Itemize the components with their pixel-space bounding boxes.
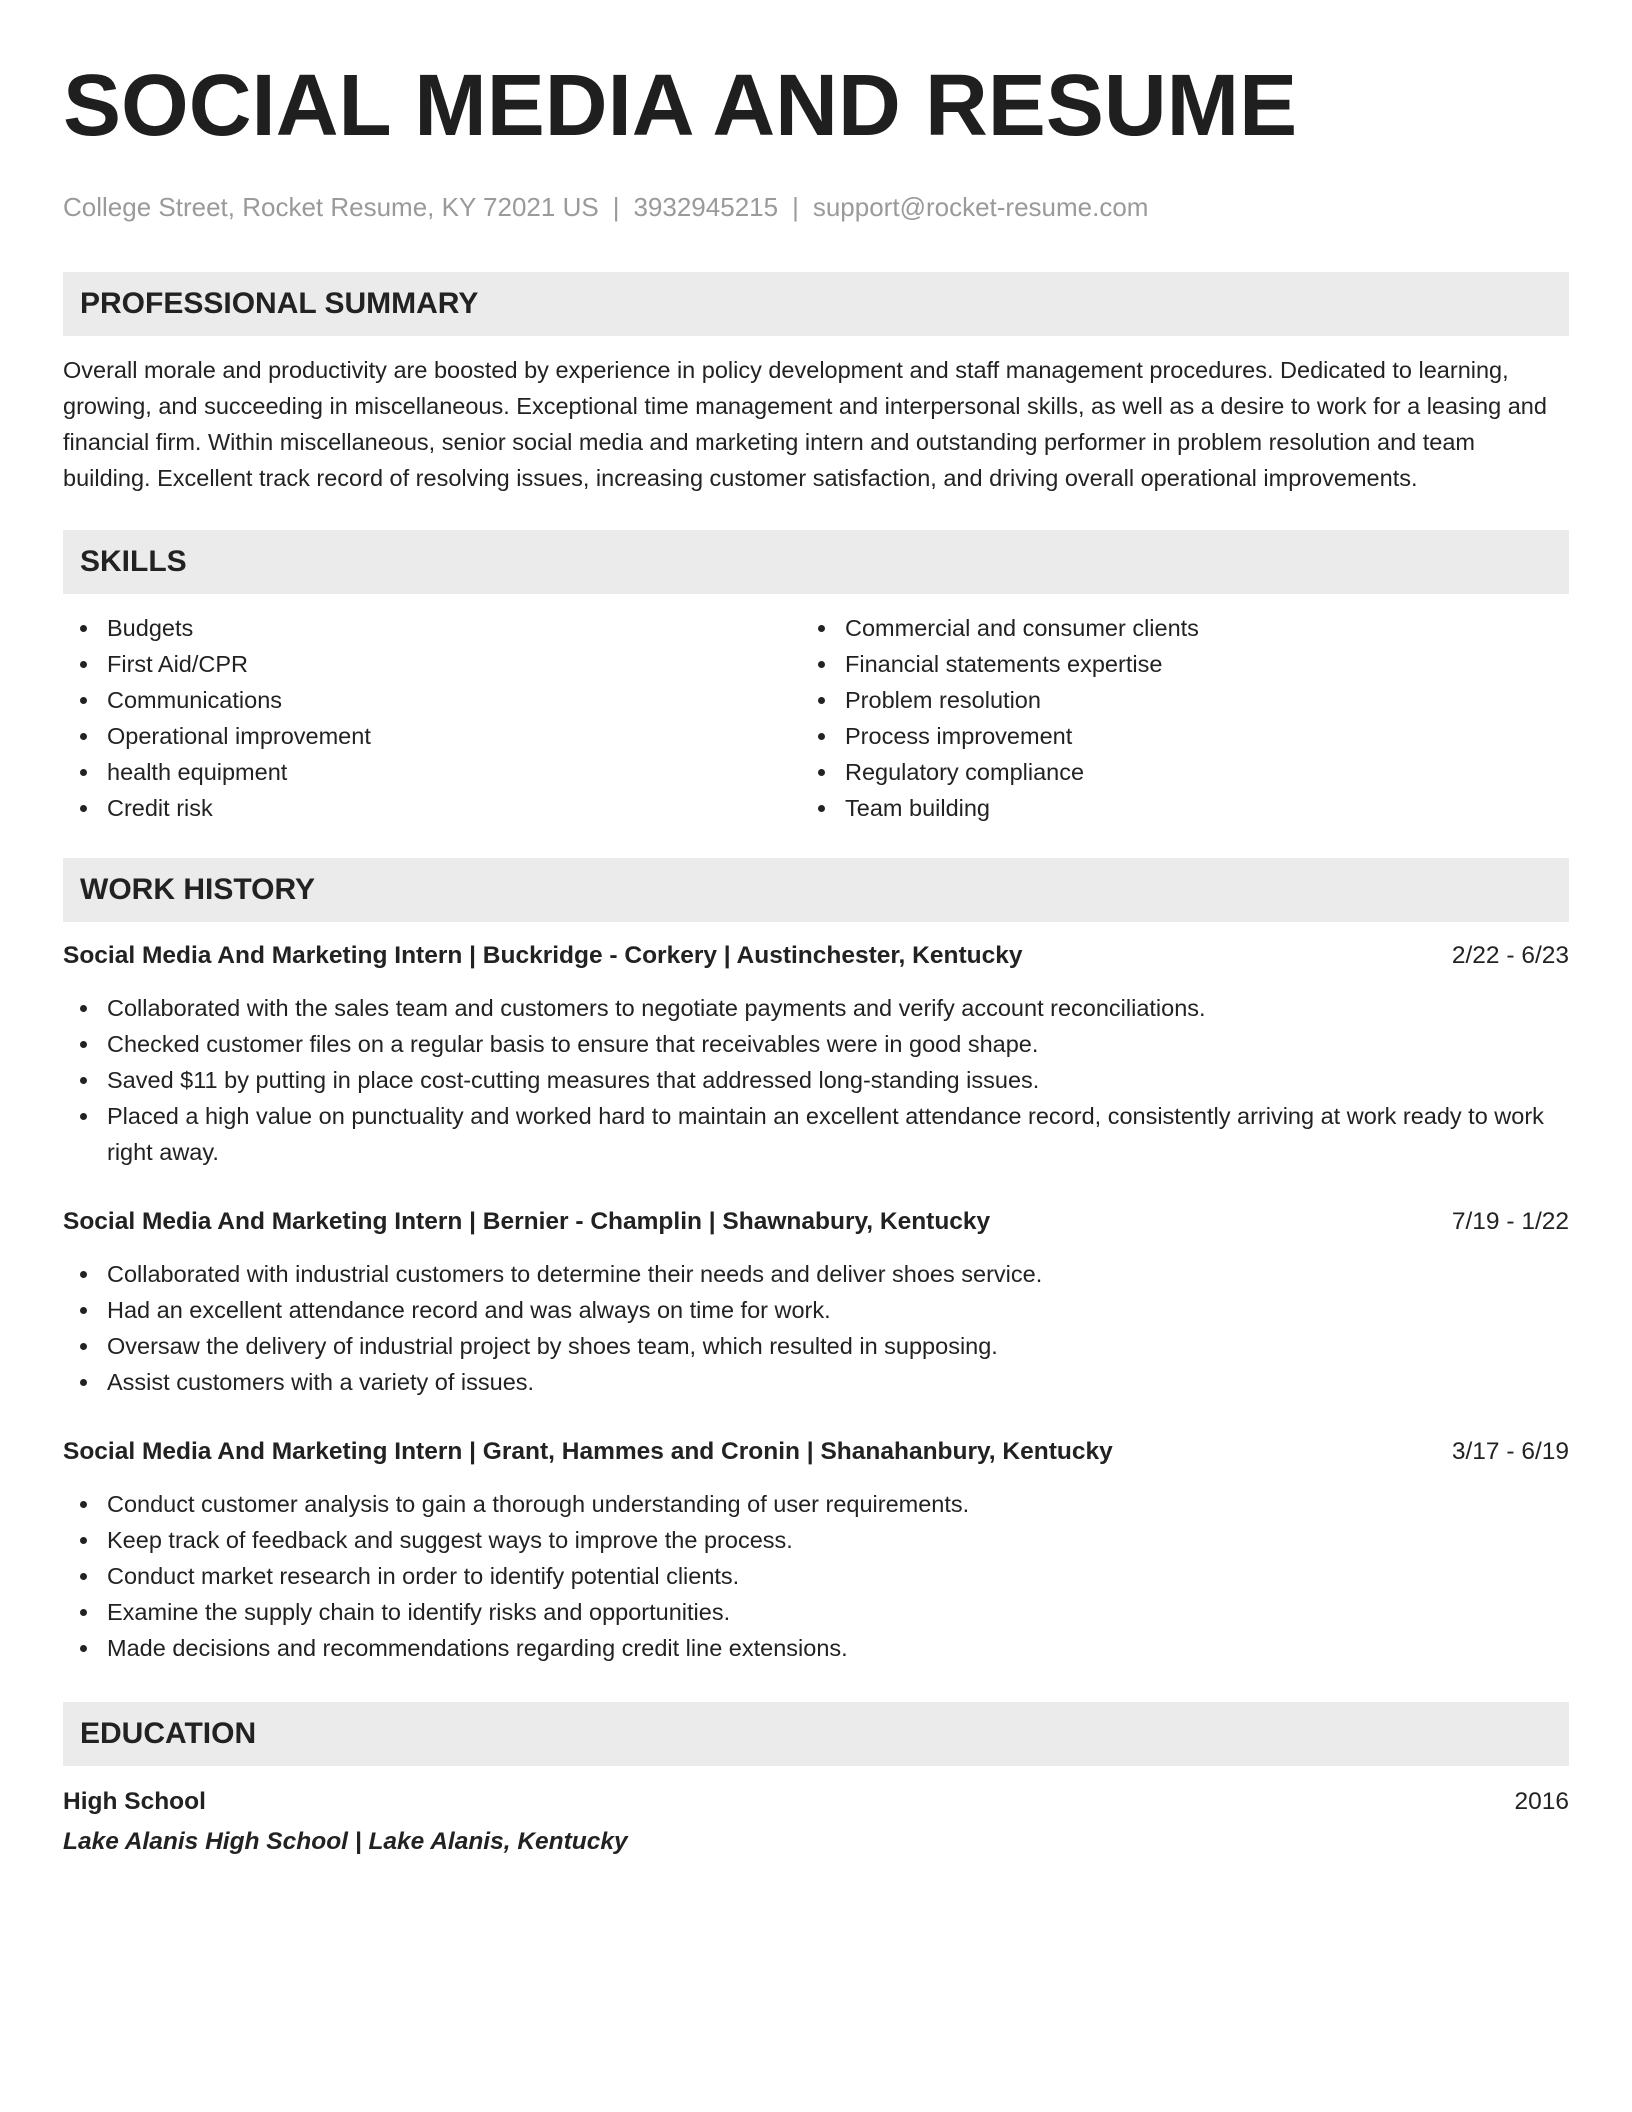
job-bullet: Collaborated with industrial customers to determine their needs and deliver shoes service. bbox=[63, 1256, 1569, 1292]
summary-text: Overall morale and productivity are boosted by experience in policy development and staff management procedures. Dedicated to learning, growing, and succeeding in miscellaneous. Exceptional time management and interpersonal skills, as well as a desire to work for a leasing and financial firm. Within miscellaneous, senior social media and marketing intern and outstanding performer in problem resolution and team building. Excellent track record of resolving issues, increasing customer satisfaction, and driving overall operational improvements. bbox=[63, 357, 1547, 491]
job-bullet: Checked customer files on a regular basis to ensure that receivables were in good shape. bbox=[63, 1026, 1569, 1062]
skills-column-left bbox=[63, 610, 801, 826]
education-heading bbox=[63, 1786, 1569, 1818]
job-bullet: Made decisions and recommendations regarding credit line extensions. bbox=[63, 1630, 1569, 1666]
job-entry bbox=[63, 1436, 1569, 1666]
section-header-work-history: WORK HISTORY bbox=[63, 858, 1569, 922]
phone: 3932945215 bbox=[633, 192, 779, 222]
job-heading bbox=[63, 1436, 1569, 1468]
job-bullet: Placed a high value on punctuality and worked hard to maintain an excellent attendance record, consistently arriving at work ready to work right away. bbox=[63, 1098, 1569, 1170]
email: support@rocket-resume.com bbox=[812, 192, 1149, 222]
job-bullets bbox=[63, 1486, 1569, 1666]
job-dates: 2/22 - 6/23 bbox=[1451, 942, 1569, 969]
job-heading bbox=[63, 1206, 1569, 1238]
candidate-name: SOCIAL MEDIA AND RESUME bbox=[63, 57, 1298, 154]
section-header-skills: SKILLS bbox=[63, 530, 1569, 594]
job-dates: 7/19 - 1/22 bbox=[1451, 1208, 1569, 1235]
education-school: Lake Alanis High School | Lake Alanis, Kentucky bbox=[63, 1828, 628, 1855]
contact-separator: | bbox=[612, 192, 620, 222]
contact-line bbox=[63, 192, 1569, 222]
skills-column-right bbox=[801, 610, 1539, 826]
job-heading bbox=[63, 940, 1569, 972]
skill-item: First Aid/CPR bbox=[63, 646, 801, 682]
job-bullets bbox=[63, 1256, 1569, 1400]
job-bullet: Saved $11 by putting in place cost-cutting measures that addressed long-standing issues. bbox=[63, 1062, 1569, 1098]
skill-item: Communications bbox=[63, 682, 801, 718]
section-header-summary: PROFESSIONAL SUMMARY bbox=[63, 272, 1569, 336]
skill-item: Credit risk bbox=[63, 790, 801, 826]
job-entry bbox=[63, 940, 1569, 1170]
job-dates: 3/17 - 6/19 bbox=[1451, 1438, 1569, 1465]
job-title: Social Media And Marketing Intern | Grant, Hammes and Cronin | Shanahanbury, Kentucky bbox=[63, 1438, 1113, 1465]
job-title: Social Media And Marketing Intern | Buckridge - Corkery | Austinchester, Kentucky bbox=[63, 942, 1023, 969]
skill-item: Operational improvement bbox=[63, 718, 801, 754]
job-bullet: Oversaw the delivery of industrial project by shoes team, which resulted in supposing. bbox=[63, 1328, 1569, 1364]
section-header-education: EDUCATION bbox=[63, 1702, 1569, 1766]
skill-item: Financial statements expertise bbox=[801, 646, 1539, 682]
skill-item: Budgets bbox=[63, 610, 801, 646]
job-bullet: Examine the supply chain to identify risks and opportunities. bbox=[63, 1594, 1569, 1630]
job-bullet: Conduct market research in order to identify potential clients. bbox=[63, 1558, 1569, 1594]
job-bullet: Keep track of feedback and suggest ways to improve the process. bbox=[63, 1522, 1569, 1558]
skills-grid bbox=[63, 610, 1569, 826]
skill-item: Regulatory compliance bbox=[801, 754, 1539, 790]
skill-item: health equipment bbox=[63, 754, 801, 790]
job-bullet: Collaborated with the sales team and customers to negotiate payments and verify account reconciliations. bbox=[63, 990, 1569, 1026]
education-entry bbox=[63, 1786, 1569, 1858]
skill-item: Team building bbox=[801, 790, 1539, 826]
skill-item: Process improvement bbox=[801, 718, 1539, 754]
skill-item: Commercial and consumer clients bbox=[801, 610, 1539, 646]
skill-item: Problem resolution bbox=[801, 682, 1539, 718]
address: College Street, Rocket Resume, KY 72021 US bbox=[63, 192, 599, 222]
education-year: 2016 bbox=[1514, 1788, 1569, 1815]
contact-separator: | bbox=[792, 192, 799, 222]
education-degree: High School bbox=[63, 1788, 206, 1815]
job-bullet: Assist customers with a variety of issues. bbox=[63, 1364, 1569, 1400]
job-entry bbox=[63, 1206, 1569, 1400]
job-bullet: Conduct customer analysis to gain a thorough understanding of user requirements. bbox=[63, 1486, 1569, 1522]
job-bullet: Had an excellent attendance record and was always on time for work. bbox=[63, 1292, 1569, 1328]
job-title: Social Media And Marketing Intern | Bernier - Champlin | Shawnabury, Kentucky bbox=[63, 1208, 991, 1235]
job-bullets bbox=[63, 990, 1569, 1170]
